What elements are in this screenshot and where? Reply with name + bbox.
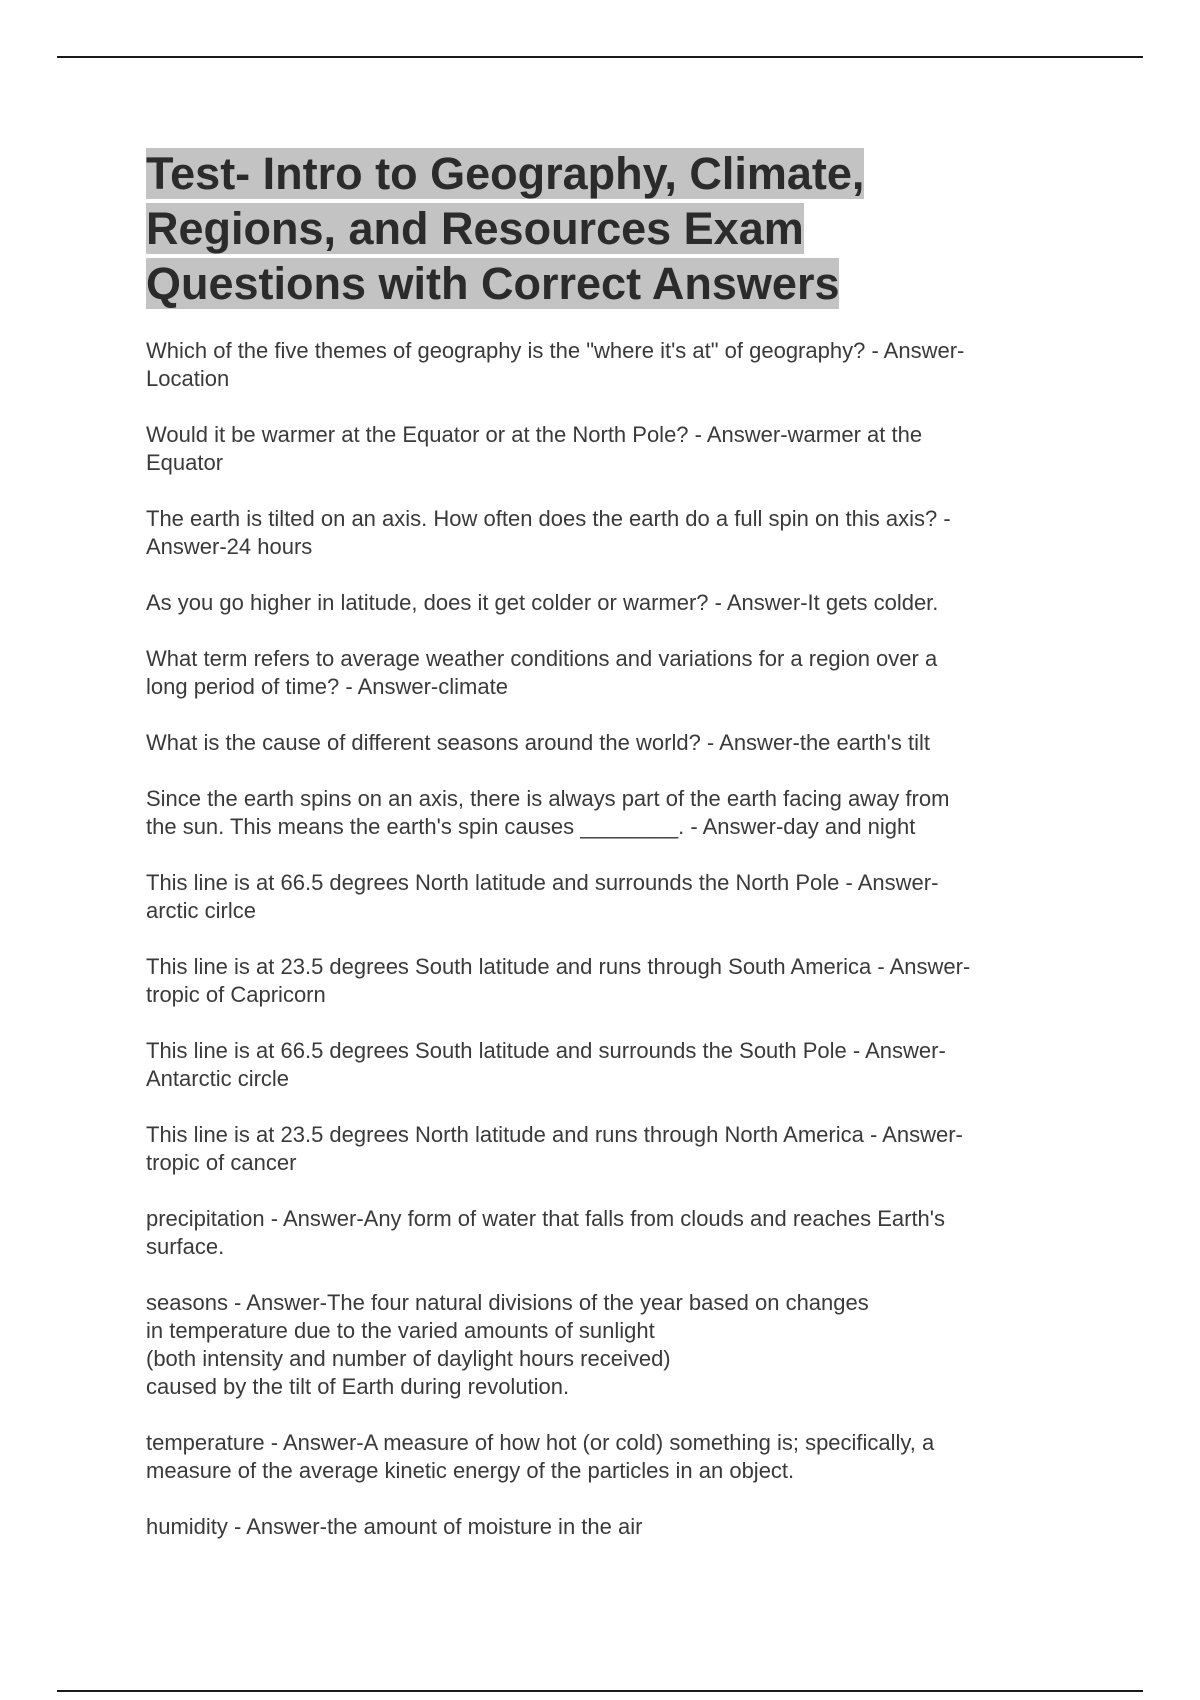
qa-item: This line is at 23.5 degrees North latitude and runs through North America - Answer- tropic of cancer <box>146 1122 963 1175</box>
document-body <box>146 146 1066 1569</box>
qa-item: The earth is tilted on an axis. How often does the earth do a full spin on this axis? - Answer-24 hours <box>146 506 951 559</box>
qa-item: This line is at 66.5 degrees South latitude and surrounds the South Pole - Answer- Antarctic circle <box>146 1038 946 1091</box>
document-title-text: Test- Intro to Geography, Climate, Regions, and Resources Exam Questions with Correct Answers <box>146 148 865 309</box>
qa-item: As you go higher in latitude, does it get colder or warmer? - Answer-It gets colder. <box>146 590 939 615</box>
qa-item: seasons - Answer-The four natural divisions of the year based on changes in temperature due to the varied amounts of sunlight (both intensity and number of daylight hours received) caused by the tilt of Earth during revolution. <box>146 1290 869 1399</box>
qa-item: Since the earth spins on an axis, there is always part of the earth facing away from the sun. This means the earth's spin causes ________. - Answer-day and night <box>146 786 950 839</box>
qa-item: This line is at 23.5 degrees South latitude and runs through South America - Answer- tropic of Capricorn <box>146 954 971 1007</box>
qa-item: Which of the five themes of geography is the "where it's at" of geography? - Answer- Location <box>146 338 965 391</box>
qa-item: What is the cause of different seasons around the world? - Answer-the earth's tilt <box>146 730 930 755</box>
top-divider <box>57 56 1143 58</box>
qa-item: What term refers to average weather conditions and variations for a region over a long period of time? - Answer-climate <box>146 646 938 699</box>
qa-item: temperature - Answer-A measure of how hot (or cold) something is; specifically, a measure of the average kinetic energy of the particles in an object. <box>146 1430 935 1483</box>
qa-list <box>146 337 1066 1541</box>
qa-item: humidity - Answer-the amount of moisture in the air <box>146 1514 643 1539</box>
document-title <box>146 146 936 311</box>
qa-item: precipitation - Answer-Any form of water that falls from clouds and reaches Earth's surface. <box>146 1206 945 1259</box>
qa-item: This line is at 66.5 degrees North latitude and surrounds the North Pole - Answer- arctic cirlce <box>146 870 939 923</box>
qa-item: Would it be warmer at the Equator or at the North Pole? - Answer-warmer at the Equator <box>146 422 923 475</box>
bottom-divider <box>57 1690 1143 1692</box>
